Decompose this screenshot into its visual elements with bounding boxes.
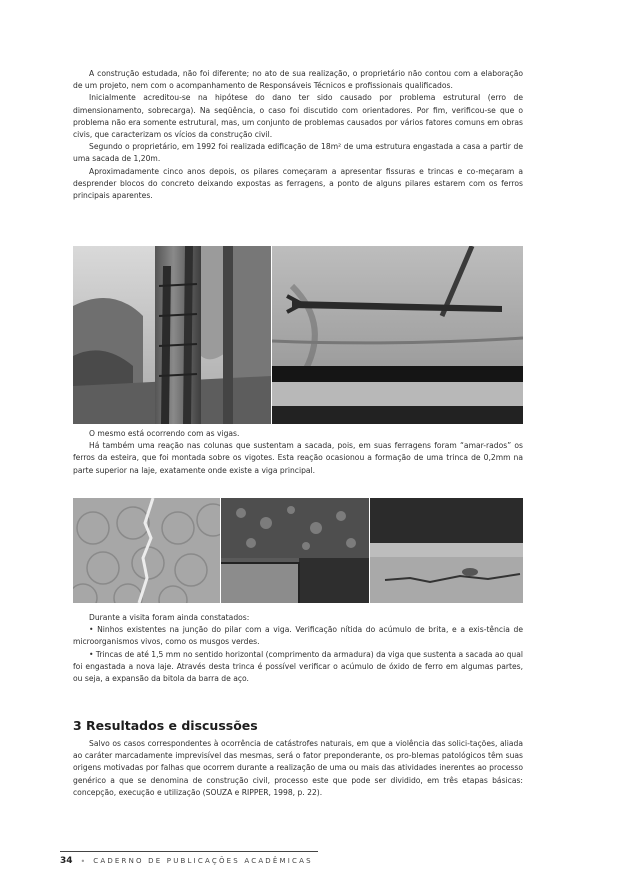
intro-paragraph-1: A construção estudada, não foi diferente; no ato de sua realização, o proprietário não contou com a elaboração de um projeto, nem com o acompanhamento de Responsáveis Técnicos e profissionais qualificados. [73, 69, 523, 91]
section3-paragraph-1: Salvo os casos correspondentes à ocorrência de catástrofes naturais, em que a violência das solici-tações, aliada ao caráter marcadamente imprevisível das mesmas, será o fator preponderante, os pro-blemas patológicos têm suas origens motivadas por falhas que ocorrem durante a realização de uma ou mais das atividades inerentes ao processo genérico a que se denomina de construção civil, processo este que pode ser dividido, em três etapas básicas: concepção, execução e utilização (SOUZA e RIPPER, 1998, p. 22). [73, 739, 523, 797]
intro-text-block [73, 68, 523, 202]
photo-column-exposed-rebar [73, 246, 271, 424]
intro-paragraph-2: Inicialmente acreditou-se na hipótese do dano ter sido causado por problema estrutural (erro de dimensionamento, sobrecarga). Na seqüência, o caso foi discutido com orientadores. Por fim, verificou-se que o problema não era somente estrutural, mas, um conjunto de problemas causados por vários fatores comuns em obras civis, que caracterizam os vícios da construção civil. [73, 93, 523, 140]
photo-beam-corrosion [370, 498, 523, 603]
photo-column-beam-junction [221, 498, 369, 603]
intro-paragraph-3: Segundo o proprietário, em 1992 foi realizada edificação de 18m² de uma estrutura engastada a casa a partir de uma sacada de 1,20m. [73, 142, 523, 164]
findings-intro: Durante a visita foram ainda constatados: [89, 613, 250, 622]
findings-bullet-2: • Trincas de até 1,5 mm no sentido horizontal (comprimento da armadura) da viga que sustenta a sacada ao qual foi engastada a nova laje. Através desta trinca é possível verificar o acúmulo de óxido de ferro em algumas partes, ou seja, a expansão da bitola da barra de aço. [73, 649, 523, 684]
intro-paragraph-4: Aproximadamente cinco anos depois, os pilares começaram a apresentar fissuras e trincas e co-meçaram a desprender blocos do concreto deixando expostas as ferragens, a ponto de alguns pilares estarem com os ferros principais aparentes. [73, 166, 523, 201]
photo-beam-crack [272, 246, 523, 424]
page-footer [60, 854, 360, 868]
page-number: 34 [60, 856, 73, 866]
section3-text-block [73, 738, 523, 799]
section-heading: 3 Resultados e discussões [73, 718, 258, 733]
footer-separator: • [80, 856, 86, 866]
middle-paragraph-2: Há também uma reação nas colunas que sustentam a sacada, pois, em suas ferragens foram “amar-rados” os ferros da esteira, que foi montada sobre os vigotes. Esta reação ocasionou a formação de uma trinca de 0,2mm na parte superior na laje, exatamente onde existe a viga principal. [73, 441, 523, 475]
footer-rule [60, 851, 318, 852]
findings-text-block [73, 612, 523, 685]
journal-name: CADERNO DE PUBLICAÇÕES ACADÊMICAS [93, 857, 313, 865]
middle-paragraph-1: O mesmo está ocorrendo com as vigas. [89, 429, 240, 438]
middle-text-block [73, 428, 523, 477]
photo-slab-crack [73, 498, 220, 603]
findings-bullet-1: • Ninhos existentes na junção do pilar com a viga. Verificação nítida do acúmulo de brita, e a exis-tência de microorganismos vivos, como os musgos verdes. [73, 625, 523, 647]
